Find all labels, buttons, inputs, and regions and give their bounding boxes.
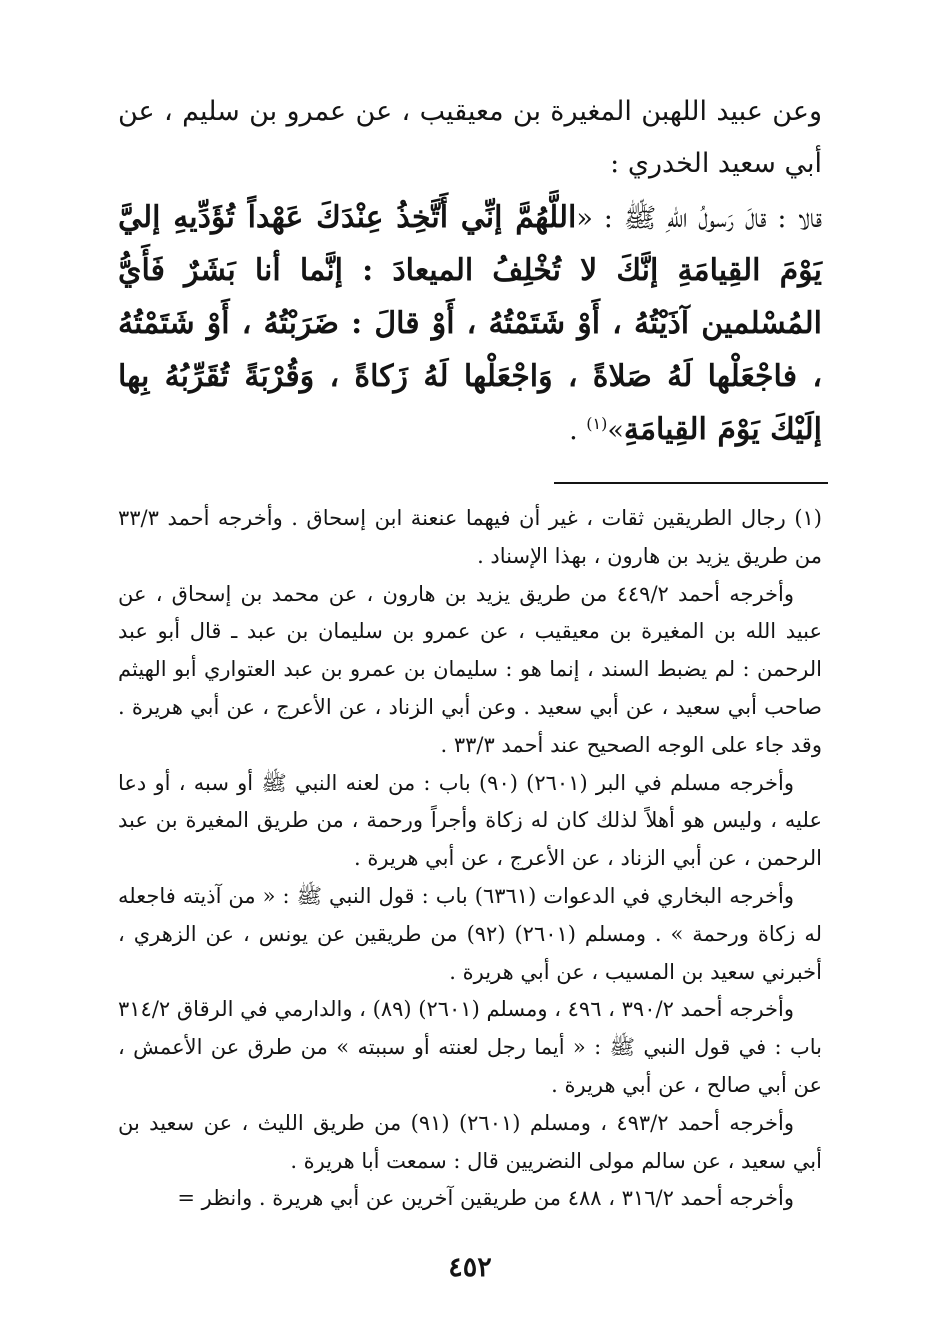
footnote-paragraph: وأخرجه أحمد ٤٩٣/٢ ، ومسلم (٢٦٠١) (٩١) من طريق الليث ، عن سعيد بن أبي سعيد ، عن سالم مولى النضريين قال : سمعت أبا هريرة . [118, 1110, 822, 1173]
page-number: ٤٥٢ [448, 1252, 492, 1283]
footnote-marker: (١) [586, 414, 608, 433]
footnote-paragraph: (١) رجال الطريقين ثقات ، غير أن فيهما عنعنة ابن إسحاق . وأخرجه أحمد ٣٣/٣ من طريق يزيد بن هارون ، بهذا الإسناد . [118, 506, 822, 568]
footnotes [118, 500, 822, 1218]
hadith-quote: اللَّهُمَّ إنِّي أَتَّخِذُ عِنْدَكَ عَهْداً تُؤَدِّيهِ إليَّ يَوْمَ القِيامَةِ إنَّكَ لا تُخْلِفُ الميعادَ : إنَّما أنا بَشَرٌ فَأَيُّ المُسْلمين آذَيْتُهُ ، أَوْ شَتَمْتُهُ ، أَوْ قالَ : ضَرَبْتُهُ ، أَوْ شَتَمْتُهُ ، فاجْعَلْها لَهُ صَلاةً ، وَاجْعَلْها لَهُ زَكاةً ، وَقُرْبَةً تُقَرِّبُهُ بِها إلَيْكَ يَوْمَ القِيامَةِ [118, 200, 822, 447]
hadith-text [118, 192, 822, 457]
footnote-paragraph: وأخرجه أحمد ٤٤٩/٢ من طريق يزيد بن هارون ، عن محمد بن إسحاق ، عن عبيد الله بن المغيرة بن معيقيب ، عن عمرو بن سليمان بن عبد ـ قال أبو عبد الرحمن : لم يضبط السند ، إنما هو : سليمان بن عمرو بن عبد العتواري أبو الهيثم صاحب أبي سعيد ، عن أبي سعيد . وعن أبي الزناد ، عن الأعرج ، عن أبي هريرة . وقد جاء على الوجه الصحيح عند أحمد ٣٣/٣ . [118, 581, 822, 757]
hadith-end: . [569, 415, 587, 446]
footnote-paragraph: وأخرجه البخاري في الدعوات (٦٣٦١) باب : قول النبي ﷺ : « من آذيته فاجعله له زكاة ورحمة » . ومسلم (٢٦٠١) (٩٢) من طريقين عن يونس ، عن الزهري ، أخبرني سعيد بن المسيب ، عن أبي هريرة . [118, 883, 823, 984]
footnote-separator [554, 482, 828, 484]
footnote-paragraph: وأخرجه أحمد ٣٩٠/٢ ، ٤٩٦ ، ومسلم (٢٦٠١) (٨٩) ، والدارمي في الرقاق ٣١٤/٢ باب : في قول النبي ﷺ : « أيما رجل لعنته أو سببته » من طرق عن الأعمش ، عن أبي صالح ، عن أبي هريرة . [118, 997, 822, 1097]
footnote-paragraph: وأخرجه أحمد ٣١٦/٢ ، ٤٨٨ من طريقين آخرين عن أبي هريرة . وانظر = [177, 1186, 794, 1211]
chain-of-narration: وعن عبيد اللهبن المغيرة بن معيقيب ، عن عمرو بن سليم ، عن أبي سعيد الخدري : [118, 96, 822, 179]
main-text [118, 86, 822, 457]
hadith-lead: قالا : قالَ رَسولُ اللّهِ ﷺ : « [576, 203, 822, 234]
hadith-close: » [607, 415, 624, 446]
footnote-paragraph: وأخرجه مسلم في البر (٢٦٠١) (٩٠) باب : من لعنه النبي ﷺ أو سبه ، أو دعا عليه ، وليس هو أهلاً لذلك كان له زكاة وأجراً ورحمة ، من طريق المغيرة بن عبد الرحمن ، عن أبي الزناد ، عن الأعرج ، عن أبي هريرة . [118, 770, 822, 871]
